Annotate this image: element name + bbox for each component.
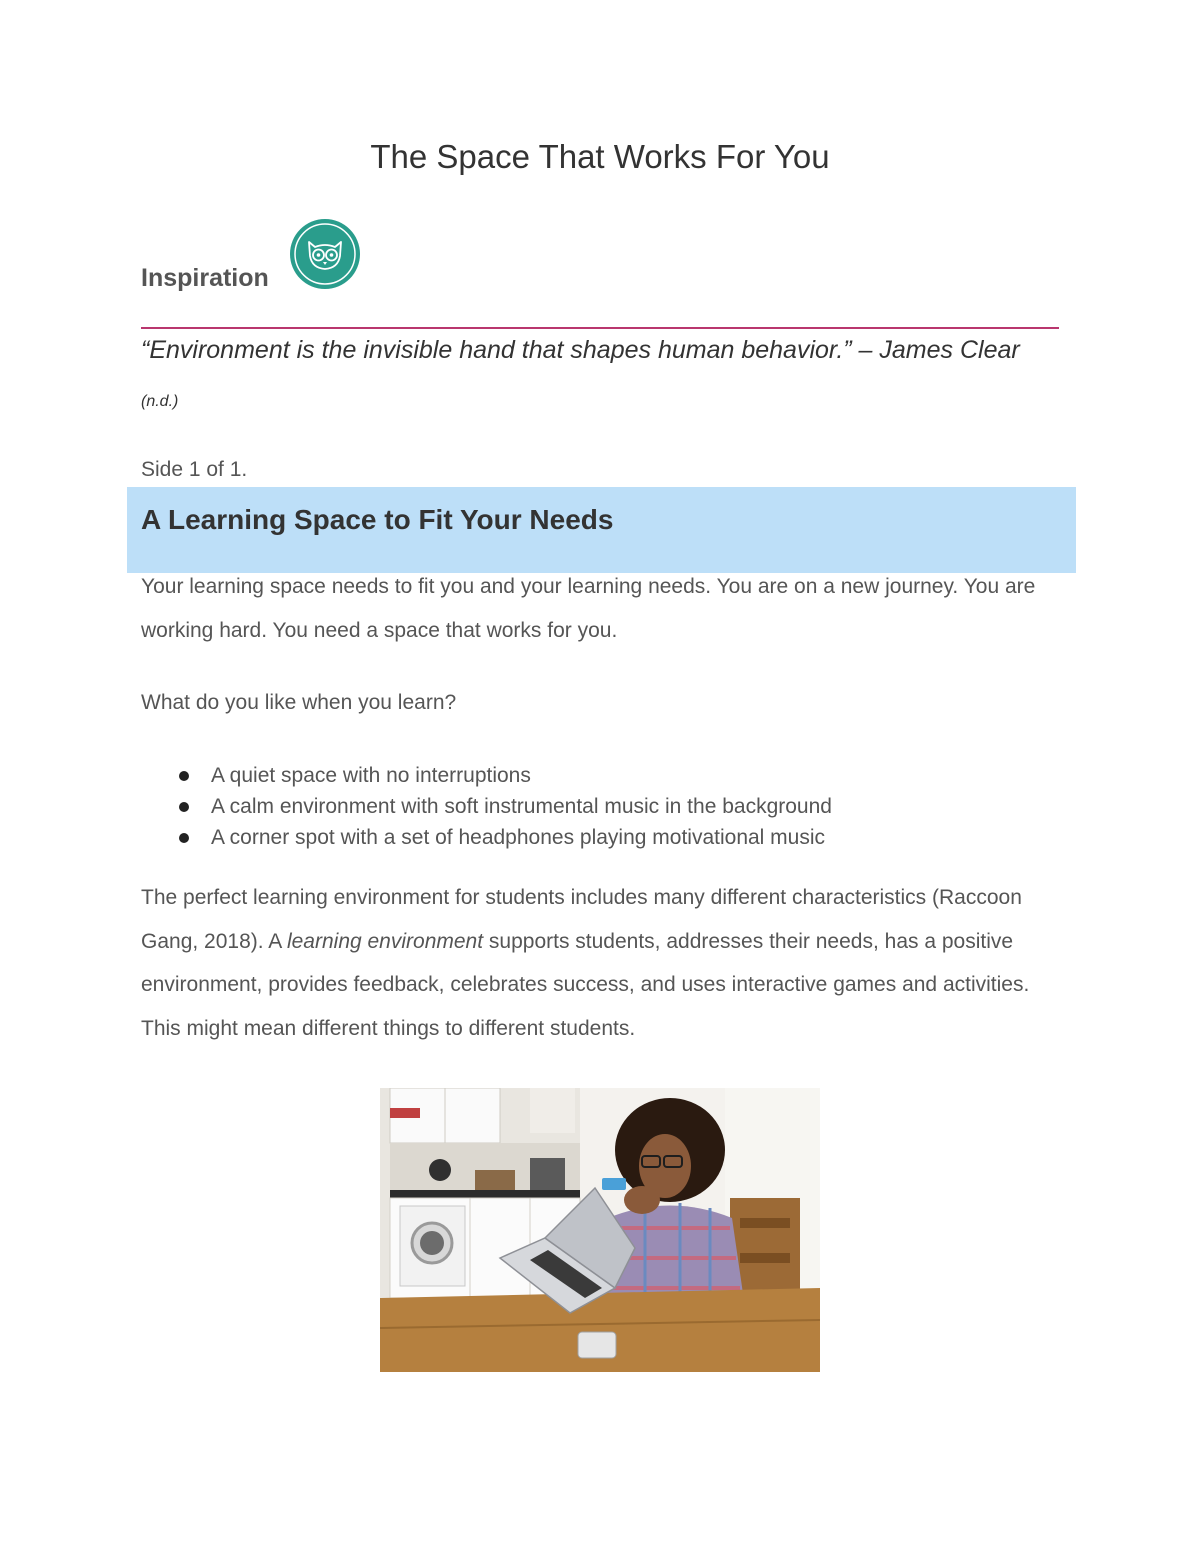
section-heading: A Learning Space to Fit Your Needs (141, 504, 614, 535)
bullet-list (176, 760, 832, 853)
list-item (176, 791, 832, 822)
inspiration-heading: Inspiration (141, 264, 269, 292)
bullet-dot-icon (179, 802, 189, 812)
closing-paragraph (141, 876, 1071, 1050)
list-item-text: A calm environment with soft instrumental music in the background (211, 795, 832, 818)
section-banner (127, 487, 1076, 573)
bullet-dot-icon (179, 833, 189, 843)
page-title: The Space That Works For You (370, 138, 830, 175)
closing-paragraph-part2: supports students, addresses their needs, has a positive environment, provides feedback, celebrates success, and uses interactive games and activities. This might mean different things to different students. (141, 929, 1030, 1040)
closing-paragraph-emphasis: learning environment (286, 929, 484, 953)
closing-paragraph-part1: The perfect learning environment for students includes many different characteristics (Raccoon Gang, 2018). A (141, 886, 1022, 953)
side-note: Side 1 of 1. (141, 458, 248, 481)
student-photo (380, 1088, 820, 1372)
list-item-text: A quiet space with no interruptions (211, 764, 531, 787)
owl-icon (289, 218, 361, 290)
list-item (176, 822, 832, 853)
quote (141, 326, 1041, 426)
quote-citation: (n.d.) (141, 393, 179, 410)
quote-text: “Environment is the invisible hand that shapes human behavior.” – James Clear (141, 336, 1020, 364)
list-item-text: A corner spot with a set of headphones playing motivational music (211, 826, 826, 849)
bullet-dot-icon (179, 771, 189, 781)
list-item (176, 760, 832, 791)
intro-paragraph: Your learning space needs to fit you and your learning needs. You are on a new journey. You are working hard. You need a space that works for you. (141, 575, 1036, 642)
question-text: What do you like when you learn? (141, 691, 457, 714)
